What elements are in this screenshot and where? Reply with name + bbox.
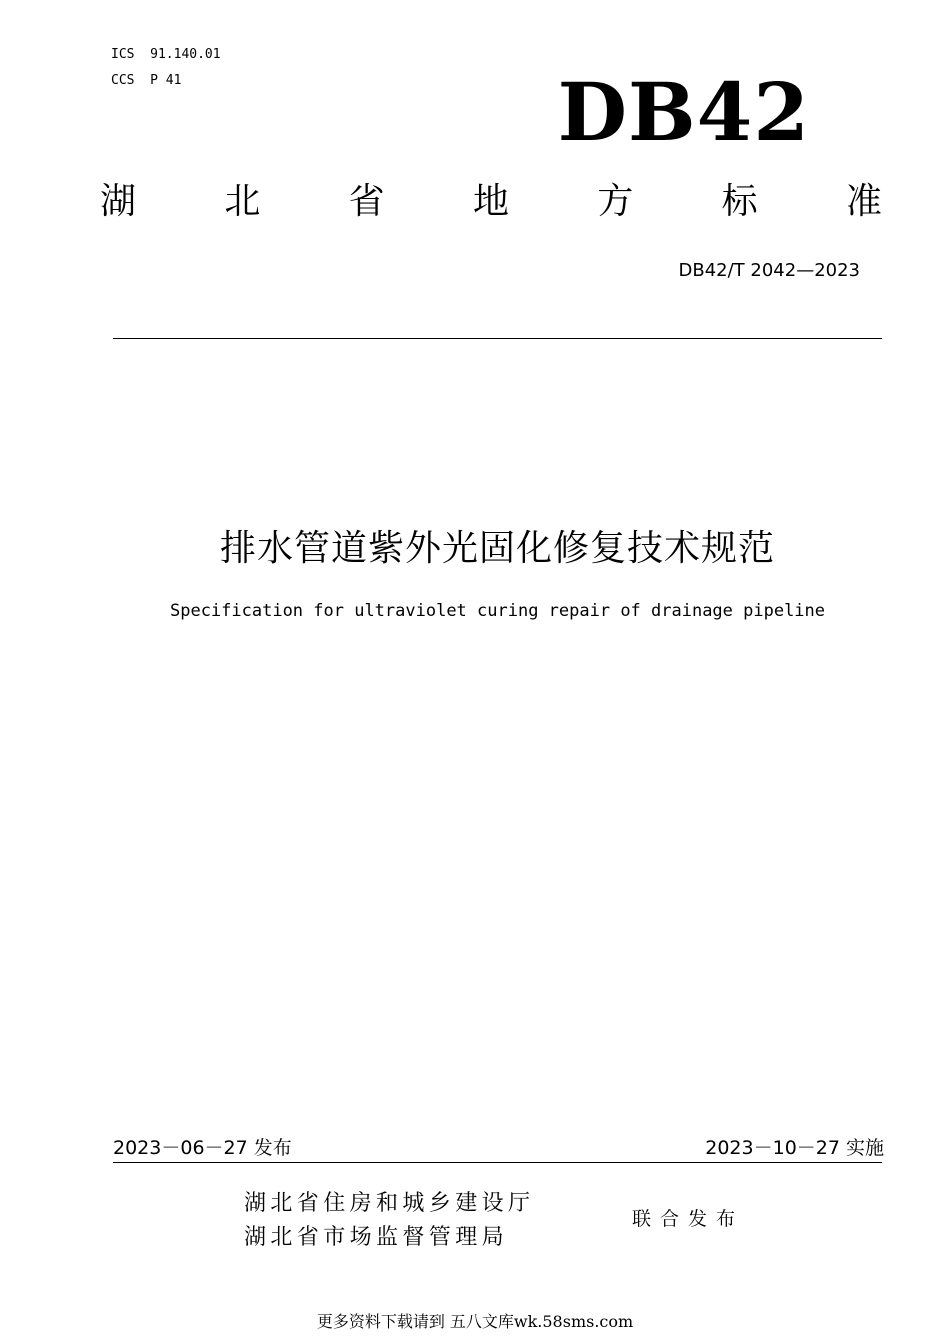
issuer-name: 湖北省市场监督管理局 xyxy=(244,1225,509,1250)
document-title-english: Specification for ultraviolet curing repair of drainage pipeline xyxy=(169,601,826,621)
issuer-name: 湖北省住房和城乡建设厅 xyxy=(244,1191,535,1216)
heading-char: 方 xyxy=(597,181,634,222)
joint-issue-label: 联合发布 xyxy=(632,1208,745,1230)
standard-logo: DB42 xyxy=(557,65,810,159)
standard-number: DB42/T 2042—2023 xyxy=(678,260,860,281)
ics-code: ICS 91.140.01 xyxy=(111,47,221,62)
bottom-divider xyxy=(113,1162,882,1163)
standard-category-heading xyxy=(100,181,882,222)
heading-char: 地 xyxy=(472,181,509,222)
download-footer[interactable]: 更多资料下载请到 五八文库wk.58sms.com xyxy=(316,1312,634,1331)
document-title: 排水管道紫外光固化修复技术规范 xyxy=(219,528,775,569)
heading-char: 北 xyxy=(224,181,261,222)
heading-char: 准 xyxy=(845,181,882,222)
top-divider xyxy=(113,338,882,339)
ccs-code: CCS P 41 xyxy=(111,73,182,88)
heading-char: 标 xyxy=(721,181,758,222)
heading-char: 湖 xyxy=(100,181,137,222)
issue-date: 2023－06－27 发布 xyxy=(113,1137,292,1159)
implementation-date: 2023－10－27 实施 xyxy=(705,1137,884,1159)
heading-char: 省 xyxy=(348,181,385,222)
